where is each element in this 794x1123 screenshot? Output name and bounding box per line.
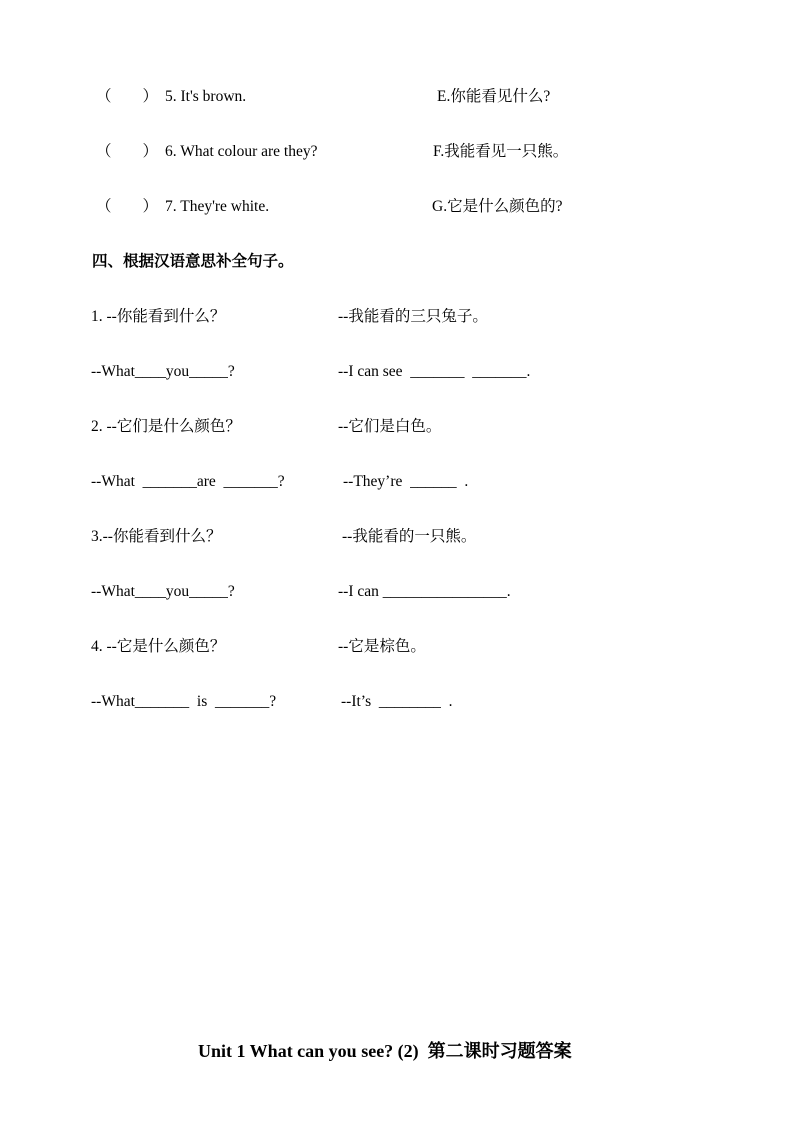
answer-blank-left: --What____you_____? [91,363,235,380]
english-sentence: 5. It's brown. [165,88,247,105]
answer-parentheses: （ ） [96,143,159,160]
answer-blank-right: --They’re ______ . [343,473,469,490]
answer-blank-right: --I can see _______ _______. [338,363,531,380]
answer-parentheses: （ ） [96,198,159,215]
question-chinese-right: --它们是白色。 [338,418,442,435]
question-chinese-left: 1. --你能看到什么？ [91,308,226,325]
answer-parentheses: （ ） [96,88,159,105]
english-sentence: 7. They're white. [165,198,270,215]
answer-blank-left: --What _______are _______? [91,473,285,490]
question-chinese-right: --我能看的一只熊。 [342,528,477,545]
english-sentence: 6. What colour are they? [165,143,318,160]
question-chinese-right: --我能看的三只兔子。 [338,308,488,325]
question-chinese-left: 4. --它是什么颜色？ [91,638,226,655]
answer-blank-right: --I can ________________. [338,583,511,600]
answer-blank-left: --What_______ is _______? [91,693,277,710]
answer-blank-left: --What____you_____? [91,583,235,600]
question-chinese-left: 3.--你能看到什么？ [91,528,222,545]
chinese-option: G.它是什么颜色的? [432,198,563,215]
section-heading: 四、根据汉语意思补全句子。 [92,253,294,270]
question-chinese-left: 2. --它们是什么颜色？ [91,418,241,435]
question-chinese-right: --它是棕色。 [338,638,426,655]
answer-blank-right: --It’s ________ . [341,693,453,710]
chinese-option: F.我能看见一只熊。 [433,143,569,160]
chinese-option: E.你能看见什么? [437,88,551,105]
answer-key-title: Unit 1 What can you see? (2) 第二课时习题答案 [198,1041,572,1061]
